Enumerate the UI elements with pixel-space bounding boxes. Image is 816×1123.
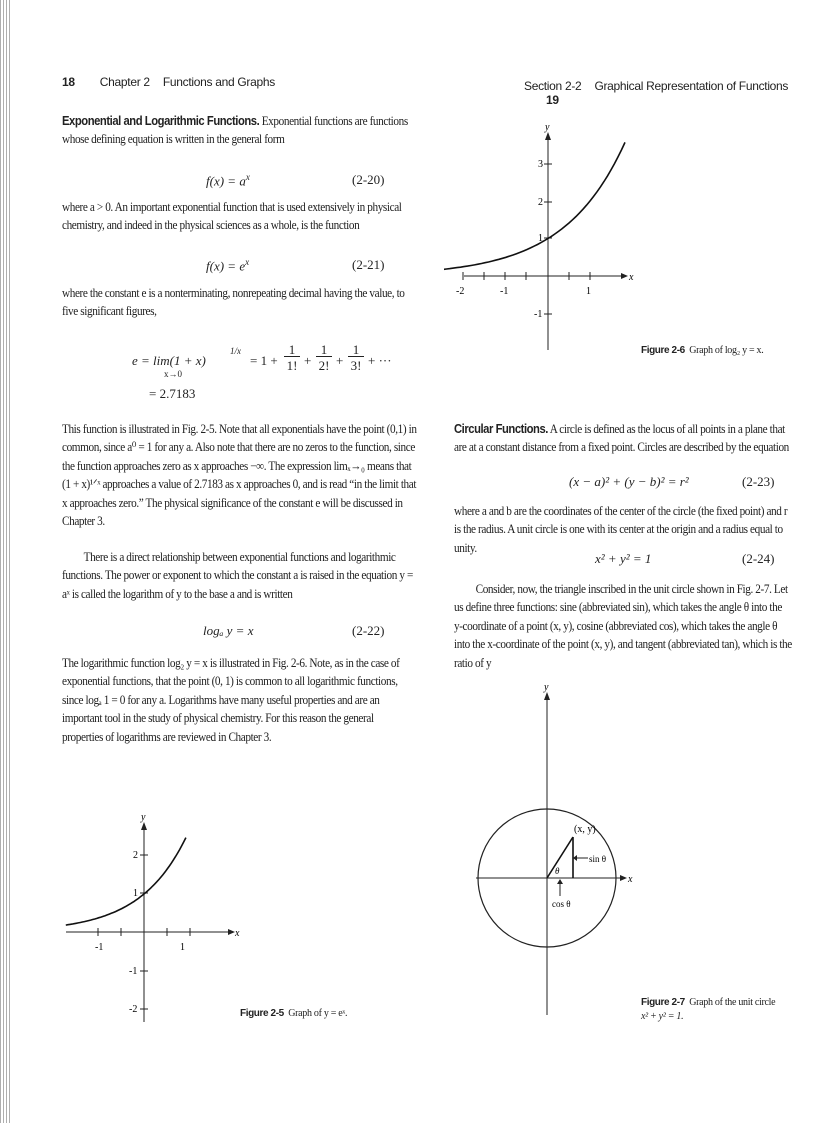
exp-log-heading: Exponential and Logarithmic Functions.: [62, 114, 260, 128]
fig27-sin-label: sin θ: [589, 854, 607, 864]
fig25-y-label: y: [141, 812, 146, 823]
fig25-x-label: x: [235, 928, 240, 939]
fig27-cos-label: cos θ: [552, 899, 571, 909]
fig25-tick-x-1: 1: [180, 942, 185, 953]
fig26-tick-x-neg2: -2: [456, 286, 465, 297]
left-para1-text: Exponential functions are functions whose defining equation is written in the general form: [62, 114, 408, 147]
fig26-tick-x-neg1: -1: [500, 286, 509, 297]
fig25-tick-y-neg2: -2: [129, 1004, 138, 1015]
eq-2-20-body: f(x) = a: [206, 173, 246, 189]
equation-number-2-22: (2-22): [352, 623, 385, 638]
right-page-number: 19: [546, 93, 559, 107]
equation-2-20: [206, 172, 250, 189]
right-paragraph-1: [454, 420, 792, 457]
e-value: = 2.7183: [149, 386, 196, 401]
eq-2-20-exp: x: [245, 172, 250, 182]
fig26-tick-y-2: 2: [538, 197, 543, 208]
book-binding-edge: [0, 0, 10, 1123]
fig26-tick-y-3: 3: [538, 159, 543, 170]
equation-2-24: x² + y² = 1: [595, 551, 652, 566]
e-def-lhs: e = lim(1 + x): [132, 353, 206, 368]
left-paragraph-3: where the constant e is a nonterminating, nonrepeating decimal having the value, to five significant figures,: [62, 286, 405, 319]
left-paragraph-5: There is a direct relationship between exponential functions and logarithmic functions. The power or exponent to which the constant a is raised in the equation y = aˣ is called the logarithm of y to the base a and is written: [62, 550, 413, 601]
left-paragraph-4: This function is illustrated in Fig. 2-5. Note that all exponentials have the point (0,1) in common, since a⁰ = 1 for any a. Also note that there are no zeros to the function, since the function approaches zero as x approaches −∞. The expression limₓ→₀ means that (1 + x)¹ᐟˣ approaches a value of 2.7183 as x approaches 0, and is read “in the limit that x approaches zero.” The physical significance of the constant e will be discussed in Chapter 3.: [62, 422, 417, 529]
fig25-tick-y-2: 2: [133, 850, 138, 861]
fig26-tick-y-neg1: -1: [534, 309, 543, 320]
e-frac-1-num: 1: [284, 343, 300, 357]
fig25-exponential-curve: [66, 838, 186, 926]
e-def-exponent: 1/x: [230, 346, 241, 356]
fig25-caption-text: Graph of y = eˣ.: [288, 1008, 348, 1019]
equation-number-2-24: (2-24): [742, 551, 775, 566]
fig25-caption-label: Figure 2-5: [240, 1008, 284, 1019]
equation-2-21: [206, 257, 249, 274]
eq-2-21-body: f(x) = e: [206, 258, 246, 274]
fig26-x-label: x: [629, 272, 634, 283]
e-def-tail: + ···: [368, 353, 392, 368]
fig27-y-label: y: [544, 682, 549, 693]
fig26-tick-x-1: 1: [586, 286, 591, 297]
fig25-tick-y-neg1: -1: [129, 966, 138, 977]
e-frac-2-den: 2!: [318, 358, 330, 373]
e-def-subscript: x→0: [164, 369, 182, 379]
left-paragraph-6: The logarithmic function log₂ y = x is illustrated in Fig. 2-6. Note, as in the case of exponential functions, that the point (0, 1) is common to all logarithmic functions, since logₐ 1 = 0 for any a. Logarithms have many useful properties and are an important tool in the study of physical chemistry. For this reason the general properties of logarithms are reviewed in Chapter 3.: [62, 656, 400, 744]
equation-2-22: logₐ y = x: [203, 623, 254, 638]
fig26-y-label: y: [545, 122, 550, 133]
e-frac-2-num: 1: [316, 343, 332, 357]
fig25-tick-x-neg1: -1: [95, 942, 104, 953]
fig26-log-curve: [444, 142, 625, 271]
right-para1-text: A circle is defined as the locus of all points in a plane that are at a constant distance from a fixed point. Circles are described by the equation: [454, 422, 789, 455]
section-label: Section 2-2: [524, 79, 582, 93]
fig27-caption-eq: x² + y² = 1.: [641, 1011, 684, 1022]
left-page-number: 18: [62, 75, 75, 89]
equation-number-2-20: (2-20): [352, 172, 385, 187]
fig27-theta-label: θ: [555, 866, 560, 876]
fig26-tick-y-1: 1: [538, 233, 543, 244]
e-frac-1-den: 1!: [286, 358, 298, 373]
e-frac-3-den: 3!: [350, 358, 362, 373]
circular-functions-heading: Circular Functions.: [454, 422, 548, 436]
right-running-header: [524, 79, 816, 107]
left-paragraph-2: where a > 0. An important exponential function that is used extensively in physical chemistry, and indeed in the physical sciences as a whole, is the function: [62, 200, 402, 233]
fig27-caption-label: Figure 2-7: [641, 997, 685, 1008]
equation-2-23: (x − a)² + (y − b)² = r²: [569, 474, 689, 489]
fig27-caption-text: Graph of the unit circle: [689, 997, 776, 1008]
section-title: Graphical Representation of Functions: [594, 79, 789, 93]
equation-number-2-23: (2-23): [742, 474, 775, 489]
figure-2-5-caption: [240, 1008, 347, 1019]
right-paragraph-2: where a and b are the coordinates of the center of the circle (the fixed point) and r is the radius. A unit circle is one with its center at the origin and a radius equal to unity.: [454, 504, 788, 555]
figure-2-7-caption: [641, 996, 775, 1024]
equation-number-2-21: (2-21): [352, 257, 385, 272]
figure-2-5-graph: [60, 808, 240, 1028]
left-running-header: [62, 75, 275, 89]
fig27-x-label: x: [628, 874, 633, 885]
e-def-rhs: = 1 +: [250, 353, 278, 368]
figure-2-7-graph: [470, 670, 640, 1020]
chapter-label: Chapter 2: [99, 75, 150, 89]
right-paragraph-3: Consider, now, the triangle inscribed in the unit circle shown in Fig. 2-7. Let us define three functions: sine (abbreviated sin), which takes the angle θ into the y-coordinate of a point (x, y), cosine (abbreviated cos), which takes the angle θ into the x-coordinate of the point (x, y), and tangent (abbreviated tan), which is the ratio of y: [454, 582, 792, 670]
eq-2-21-exp: x: [245, 257, 250, 267]
fig27-radius: [547, 837, 573, 878]
figure-2-6-caption: [641, 345, 763, 356]
left-paragraph-1: [62, 112, 417, 149]
e-frac-3-num: 1: [348, 343, 364, 357]
fig27-point-label: (x, y): [574, 824, 596, 835]
fig26-caption-text: Graph of log₂ y = x.: [689, 345, 764, 356]
fig26-caption-label: Figure 2-6: [641, 345, 685, 356]
figure-2-6-graph: [444, 120, 644, 350]
fig25-tick-y-1: 1: [133, 888, 138, 899]
chapter-title: Functions and Graphs: [162, 75, 275, 89]
